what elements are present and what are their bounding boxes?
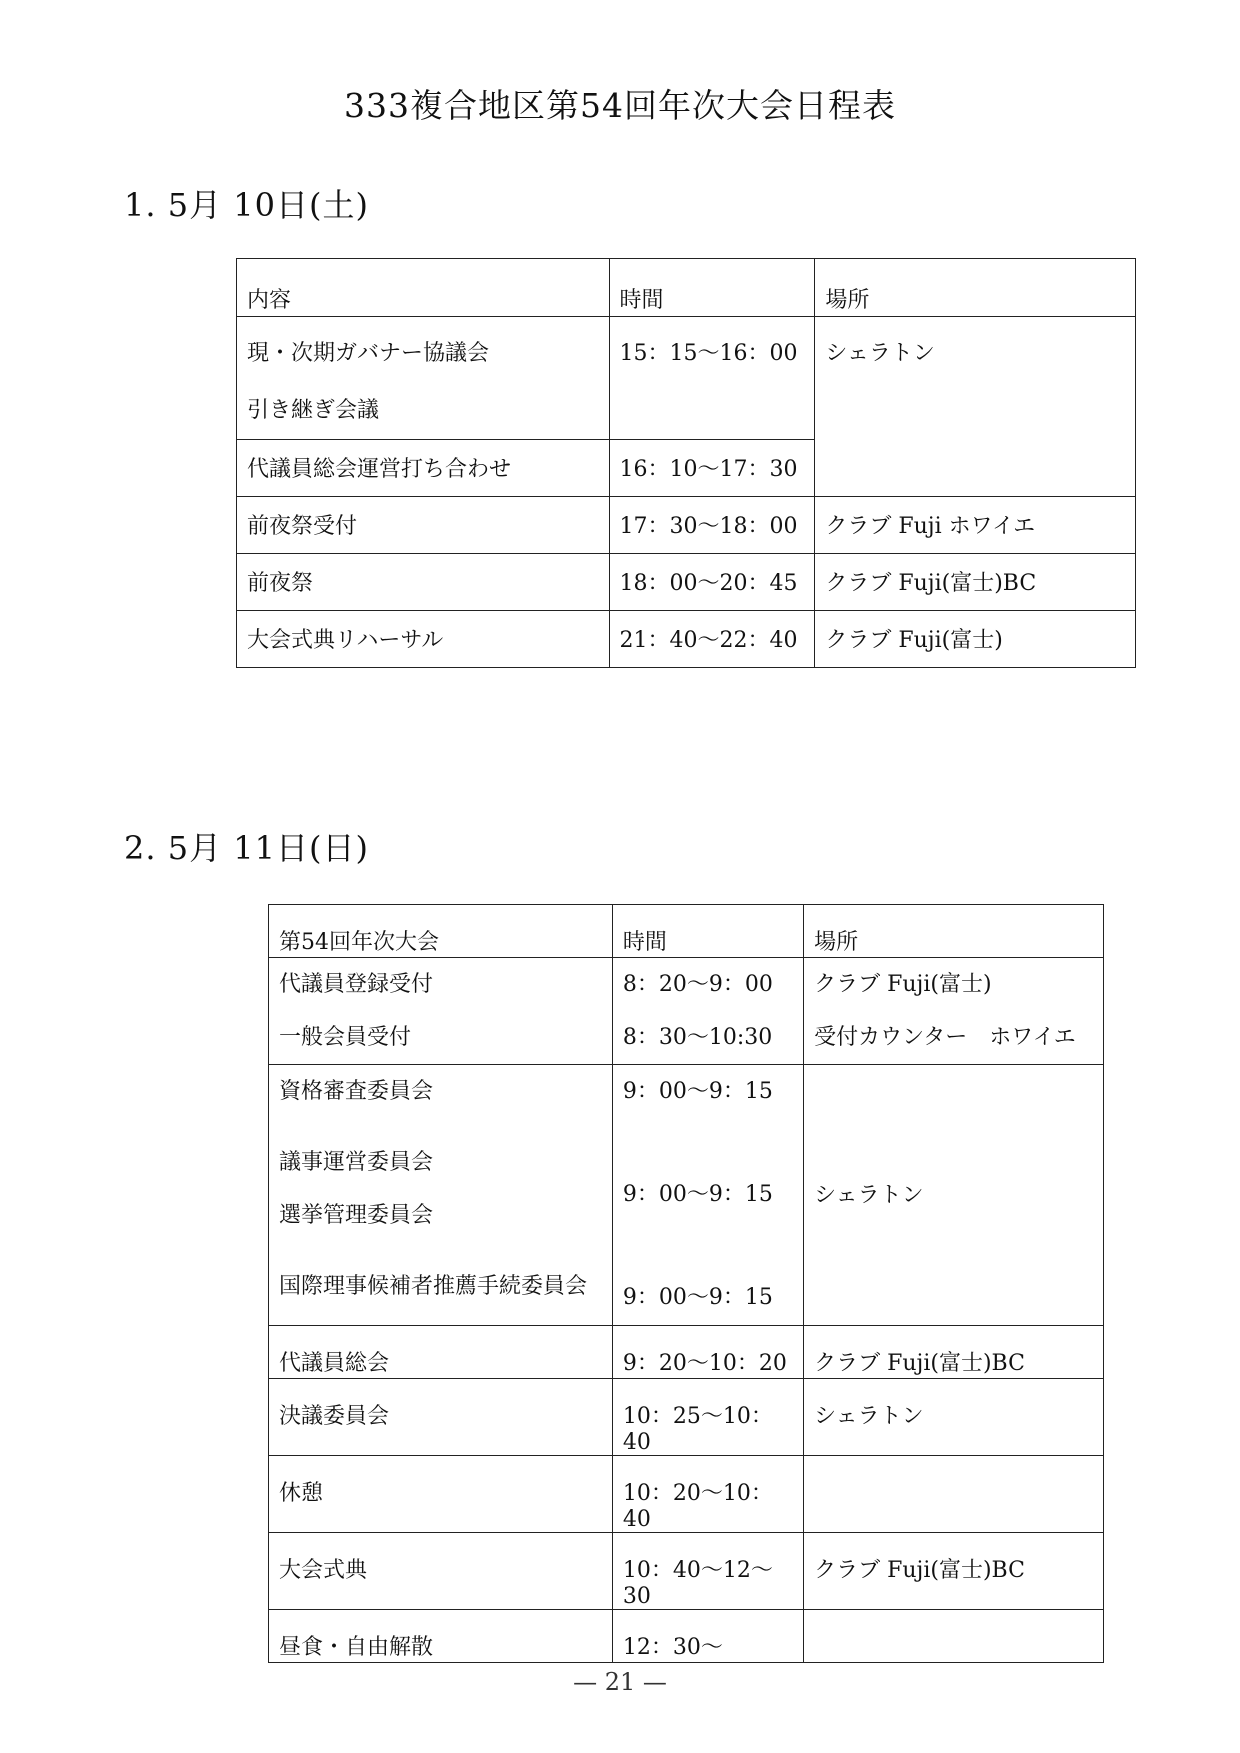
content-cell: 代議員総会 [269,1326,613,1379]
table-row [237,554,1136,611]
page-number: — 21 — [573,1668,667,1696]
header-cell: 時間 [609,259,815,317]
time-cell: 9：00〜9：15 9：00〜9：15 9：00〜9：15 [612,1065,803,1326]
content-cell: 昼食・自由解散 [269,1610,613,1663]
time-cell: 10：40〜12〜30 [612,1533,803,1610]
time-cell: 9：20〜10：20 [612,1326,803,1379]
section-1-heading: 1. 5月 10日(土) [124,186,369,224]
place-cell: クラブ Fuji(富士) 受付カウンター ホワイエ [804,958,1104,1065]
schedule-table-may-10 [236,258,1136,668]
time-cell: 21：40〜22：40 [609,611,815,668]
content-cell: 資格審査委員会 議事運営委員会 選挙管理委員会 国際理事候補者推薦手続委員会 [269,1065,613,1326]
time-cell: 10：25〜10：40 [612,1379,803,1456]
table-row [237,611,1136,668]
place-cell: シェラトン [804,1065,1104,1326]
place-cell: シェラトン [815,317,1136,497]
table-row [269,958,1104,1065]
time-cell: 12：30〜 [612,1610,803,1663]
content-cell: 代議員登録受付 一般会員受付 [269,958,613,1065]
place-cell [804,1456,1104,1533]
time-cell: 17：30〜18：00 [609,497,815,554]
header-cell: 時間 [612,905,803,958]
place-cell: クラブ Fuji(富士) [815,611,1136,668]
content-cell: 前夜祭受付 [237,497,610,554]
table-row [269,1456,1104,1533]
content-cell: 大会式典リハーサル [237,611,610,668]
place-cell: クラブ Fuji(富士)BC [815,554,1136,611]
place-cell: クラブ Fuji(富士)BC [804,1326,1104,1379]
time-cell: 18：00〜20：45 [609,554,815,611]
table-row [269,1065,1104,1326]
time-cell: 15：15〜16：00 [609,317,815,440]
content-cell: 休憩 [269,1456,613,1533]
table-header-row [269,905,1104,958]
header-cell: 内容 [237,259,610,317]
header-cell: 第54回年次大会 [269,905,613,958]
content-cell: 現・次期ガバナー協議会 引き継ぎ会議 [237,317,610,440]
table-row [269,1326,1104,1379]
table-header-row [237,259,1136,317]
table-row [237,317,1136,440]
time-cell: 10：20〜10：40 [612,1456,803,1533]
content-cell: 決議委員会 [269,1379,613,1456]
header-cell: 場所 [815,259,1136,317]
table-row [237,497,1136,554]
table-row [269,1533,1104,1610]
schedule-table-may-11 [268,904,1104,1663]
content-cell: 代議員総会運営打ち合わせ [237,440,610,497]
place-cell [804,1610,1104,1663]
place-cell: シェラトン [804,1379,1104,1456]
time-cell: 16：10〜17：30 [609,440,815,497]
place-cell: クラブ Fuji ホワイエ [815,497,1136,554]
place-cell: クラブ Fuji(富士)BC [804,1533,1104,1610]
table-row [269,1610,1104,1663]
header-cell: 場所 [804,905,1104,958]
content-cell: 前夜祭 [237,554,610,611]
time-cell: 8：20〜9：00 8：30〜10:30 [612,958,803,1065]
section-2-heading: 2. 5月 11日(日) [124,829,369,867]
content-cell: 大会式典 [269,1533,613,1610]
table-row [269,1379,1104,1456]
page-title: 333複合地区第54回年次大会日程表 [344,86,896,125]
